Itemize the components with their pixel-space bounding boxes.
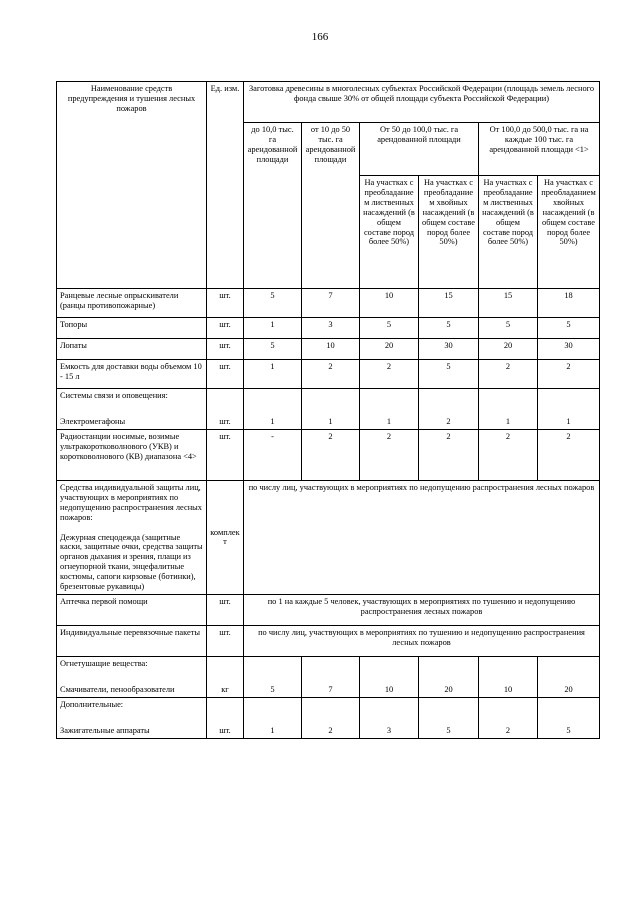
row-value: 2: [479, 697, 538, 738]
row-value: 15: [479, 289, 538, 318]
row-value: 5: [244, 339, 302, 360]
equipment-table: [56, 81, 600, 739]
row-name: Ранцевые лесные опрыскиватели (ранцы противопожарные): [57, 289, 207, 318]
header-group: Заготовка древесины в многолесных субъектах Российской Федерации (площадь земель лесного фонда свыше 30% от общей площади субъекта Российской Федерации): [244, 82, 600, 123]
row-value: 2: [302, 360, 360, 389]
row-value: 2: [302, 429, 360, 480]
row-value: 18: [538, 289, 600, 318]
row-value: 15: [419, 289, 479, 318]
table-row: [57, 318, 600, 339]
row-value: 1: [244, 360, 302, 389]
row-name: Лопаты: [57, 339, 207, 360]
row-value: 5: [538, 318, 600, 339]
header-sub-2: от 10 до 50 тыс. га арендованной площади: [302, 123, 360, 289]
row-value: 7: [302, 289, 360, 318]
row-value: 2: [538, 360, 600, 389]
row-unit: шт.: [207, 289, 244, 318]
row-value: 2: [479, 360, 538, 389]
table-row: [57, 389, 600, 430]
header-leaf-decid: На участках с преобладанием лиственных насаждений (в общем составе пород более 50%): [360, 176, 419, 289]
row-value: 5: [419, 697, 479, 738]
header-leaf-decid: На участках с преобладанием лиственных насаждений (в общем составе пород более 50%): [479, 176, 538, 289]
row-span-value: по числу лиц, участвующих в мероприятиях по тушению и недопущению распространения лесных пожаров: [244, 625, 600, 656]
group-label: Средства индивидуальной защиты лиц, участвующих в мероприятиях по недопущению распространения лесных пожаров:: [60, 482, 202, 522]
row-unit: шт.: [207, 429, 244, 480]
row-value: 2: [360, 360, 419, 389]
table-row: [57, 480, 600, 594]
row-value: 2: [538, 429, 600, 480]
row-value: 10: [302, 339, 360, 360]
row-value: 30: [419, 339, 479, 360]
group-label: Дополнительные:: [60, 699, 124, 709]
row-value: 2: [419, 429, 479, 480]
row-value: 5: [419, 360, 479, 389]
row-unit: шт.: [207, 318, 244, 339]
header-leaf-conif: На участках с преобладанием хвойных насаждений (в общем составе пород более 50%): [419, 176, 479, 289]
row-name: Емкость для доставки воды объемом 10 - 15 л: [57, 360, 207, 389]
row-value: 1: [244, 389, 302, 430]
row-value: 30: [538, 339, 600, 360]
header-sub-1: до 10,0 тыс. га арендованной площади: [244, 123, 302, 289]
row-unit: шт.: [207, 339, 244, 360]
header-sub-4: От 100,0 до 500,0 тыс. га на каждые 100 тыс. га арендованной площади <1>: [479, 123, 600, 176]
table-row: [57, 429, 600, 480]
row-unit: шт.: [207, 389, 244, 430]
row-span-value: по 1 на каждые 5 человек, участвующих в мероприятиях по тушению и недопущению распространения лесных пожаров: [244, 594, 600, 625]
table-row: [57, 697, 600, 738]
row-span-value: по числу лиц, участвующих в мероприятиях по недопущению распространения лесных пожаров: [244, 480, 600, 594]
table-row: [57, 339, 600, 360]
row-value: 5: [479, 318, 538, 339]
row-value: 10: [479, 656, 538, 697]
row-value: 2: [479, 429, 538, 480]
row-value: 1: [302, 389, 360, 430]
row-value: 10: [360, 656, 419, 697]
item-label: Дежурная спецодежда (защитные каски, защитные очки, средства защиты органов дыхания и зрения, плащи из огнеупорной ткани, энцефалитные костюмы, сапоги кирзовые (ботинки), брезентовые рукавицы): [60, 532, 203, 592]
item-label: Смачиватели, пенообразователи: [60, 684, 175, 694]
row-name: Топоры: [57, 318, 207, 339]
row-unit: шт.: [207, 360, 244, 389]
table-row: [57, 625, 600, 656]
row-value: 20: [538, 656, 600, 697]
row-value: 5: [244, 289, 302, 318]
header-leaf-conif: На участках с преобладанием хвойных насаждений (в общем составе пород более 50%): [538, 176, 600, 289]
row-name: [57, 697, 207, 738]
row-value: 20: [360, 339, 419, 360]
row-name: [57, 656, 207, 697]
row-value: 1: [244, 697, 302, 738]
row-value: 3: [302, 318, 360, 339]
row-value: 20: [479, 339, 538, 360]
row-value: 7: [302, 656, 360, 697]
row-value: 1: [360, 389, 419, 430]
row-value: 5: [244, 656, 302, 697]
row-value: 1: [244, 318, 302, 339]
row-value: 3: [360, 697, 419, 738]
item-label: Электромегафоны: [60, 416, 126, 426]
header-unit: Ед. изм.: [207, 82, 244, 289]
header-row-1: [57, 82, 600, 123]
row-unit: комплект: [207, 480, 244, 594]
row-unit: шт.: [207, 697, 244, 738]
table-row: [57, 360, 600, 389]
row-value: 20: [419, 656, 479, 697]
row-unit: шт.: [207, 625, 244, 656]
table-row: [57, 656, 600, 697]
header-sub-3: От 50 до 100,0 тыс. га арендованной площади: [360, 123, 479, 176]
row-value: 5: [419, 318, 479, 339]
group-label: Огнетушащие вещества:: [60, 658, 148, 668]
row-value: 5: [360, 318, 419, 339]
row-value: 1: [479, 389, 538, 430]
row-value: -: [244, 429, 302, 480]
row-unit: кг: [207, 656, 244, 697]
row-value: 1: [538, 389, 600, 430]
row-value: 2: [419, 389, 479, 430]
row-unit: шт.: [207, 594, 244, 625]
row-name: [57, 480, 207, 594]
row-value: 10: [360, 289, 419, 318]
row-name: Радиостанции носимые, возимые ультракоротковолнового (УКВ) и коротковолнового (КВ) диапазона <4>: [57, 429, 207, 480]
item-label: Зажигательные аппараты: [60, 725, 150, 735]
table-row: [57, 289, 600, 318]
row-value: 5: [538, 697, 600, 738]
page-number: 166: [311, 31, 329, 43]
table-row: [57, 594, 600, 625]
row-name: Индивидуальные перевязочные пакеты: [57, 625, 207, 656]
group-label: Системы связи и оповещения:: [60, 391, 168, 400]
header-name: Наименование средств предупреждения и тушения лесных пожаров: [57, 82, 207, 289]
row-name: [57, 389, 207, 430]
row-value: 2: [302, 697, 360, 738]
row-value: 2: [360, 429, 419, 480]
row-name: Аптечка первой помощи: [57, 594, 207, 625]
